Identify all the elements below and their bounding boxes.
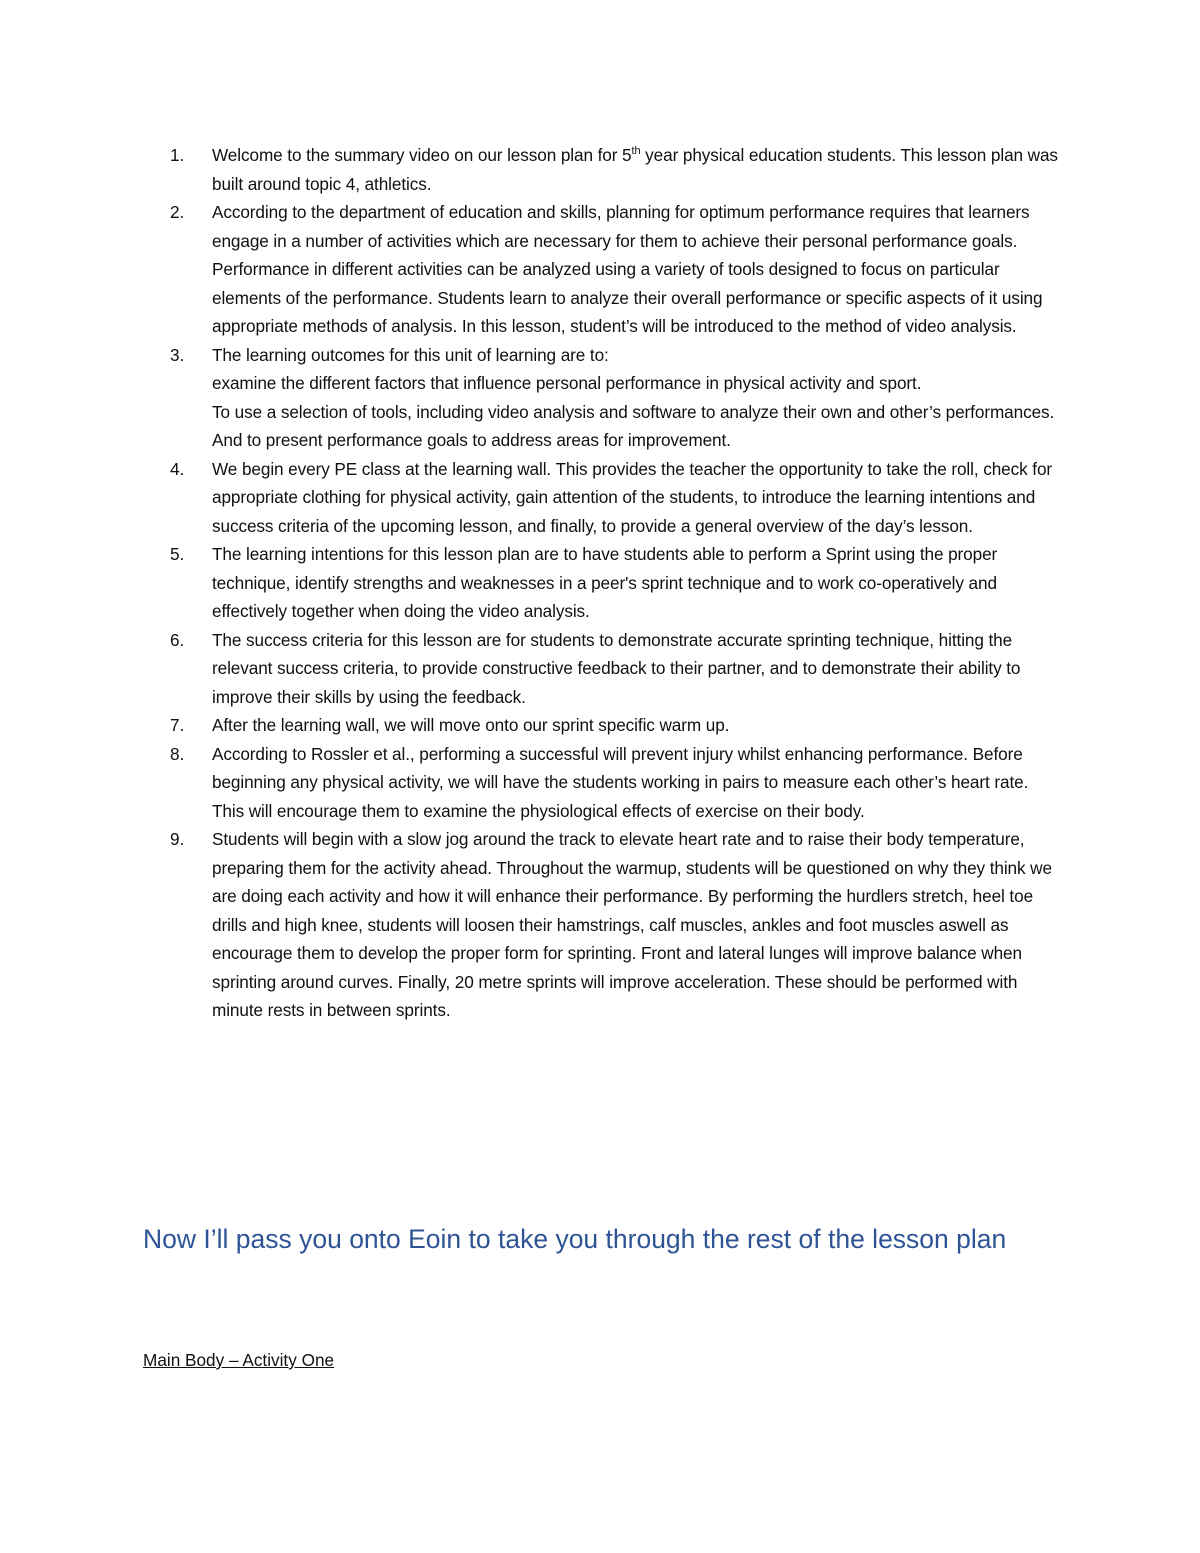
list-item-text: According to Rossler et al., performing a successful will prevent injury whilst enhancing performance. Before beginning any physical activity, we will have the students working in pairs to measure each other’s heart rate. This will encourage them to examine the physiological effects of exercise on their body.	[212, 743, 1029, 821]
list-item-text: Welcome to the summary video on our lesson plan for 5th year physical education students. This lesson plan was built around topic 4, athletics.	[212, 145, 1058, 194]
list-item-9	[0, 825, 1200, 1025]
numbered-list	[0, 141, 1200, 1025]
list-item-text: Students will begin with a slow jog around the track to elevate heart rate and to raise their body temperature, preparing them for the activity ahead. Throughout the warmup, students will be questioned on why they think we are doing each activity and how it will enhance their performance. By performing the hurdlers stretch, heel toe drills and high knee, students will loosen their hamstrings, calf muscles, ankles and foot muscles aswell as encourage them to develop the proper form for sprinting. Front and lateral lunges will improve balance when sprinting around curves. Finally, 20 metre sprints will improve acceleration. These should be performed with minute rests in between sprints.	[212, 829, 1052, 1020]
handoff-heading: Now I’ll pass you onto Eoin to take you through the rest of the lesson plan	[143, 1224, 1007, 1254]
list-item-paragraph: And to present performance goals to address areas for improvement.	[212, 430, 731, 450]
list-item-text: We begin every PE class at the learning wall. This provides the teacher the opportunity to take the roll, check for appropriate clothing for physical activity, gain attention of the students, to introduce the learning intentions and success criteria of the upcoming lesson, and finally, to provide a general overview of the day’s lesson.	[212, 458, 1053, 536]
list-number: 9.	[170, 829, 185, 849]
section-heading: Main Body – Activity One	[143, 1350, 335, 1370]
list-number: 5.	[170, 544, 185, 564]
list-number: 3.	[170, 344, 185, 365]
superscript: th	[631, 145, 641, 157]
list-item-text: The learning intentions for this lesson plan are to have students able to perform a Sprint using the proper technique, identify strengths and weaknesses in a peer's sprint technique and to work co-operatively and effectively together when doing the video analysis.	[212, 544, 998, 621]
list-item-paragraph: According to the department of education and skills, planning for optimum performance requires that learners engage in a number of activities which are necessary for them to achieve their personal performance goals.	[212, 202, 1030, 251]
list-item-7	[0, 711, 1200, 740]
list-item-paragraph: Performance in different activities can be analyzed using a variety of tools designed to focus on particular elements of the performance. Students learn to analyze their overall performance or specific aspects of it using appropriate methods of analysis. In this lesson, student’s will be introduced to the method of video analysis.	[212, 259, 1043, 336]
list-item-paragraph: examine the different factors that influence personal performance in physical activity and sport.	[212, 373, 922, 393]
list-item-paragraph: The learning outcomes for this unit of learning are to:	[212, 344, 609, 365]
list-number: 1.	[170, 145, 185, 165]
list-number: 4.	[170, 458, 185, 479]
list-item-8	[0, 740, 1200, 826]
list-item-1	[0, 141, 1200, 198]
list-item-6	[0, 626, 1200, 712]
list-number: 2.	[170, 202, 185, 222]
list-item-3	[0, 341, 1200, 455]
list-number: 7.	[170, 715, 185, 735]
list-number: 6.	[170, 629, 185, 650]
list-item-paragraph: To use a selection of tools, including video analysis and software to analyze their own and other’s performances.	[212, 401, 1055, 422]
list-item-text: The success criteria for this lesson are for students to demonstrate accurate sprinting technique, hitting the relevant success criteria, to provide constructive feedback to their partner, and to demonstrate their ability to improve their skills by using the feedback.	[212, 629, 1021, 707]
list-item-2	[0, 198, 1200, 341]
list-item-text: After the learning wall, we will move onto our sprint specific warm up.	[212, 715, 730, 735]
list-number: 8.	[170, 743, 185, 764]
list-item-4	[0, 455, 1200, 541]
list-item-5	[0, 540, 1200, 626]
